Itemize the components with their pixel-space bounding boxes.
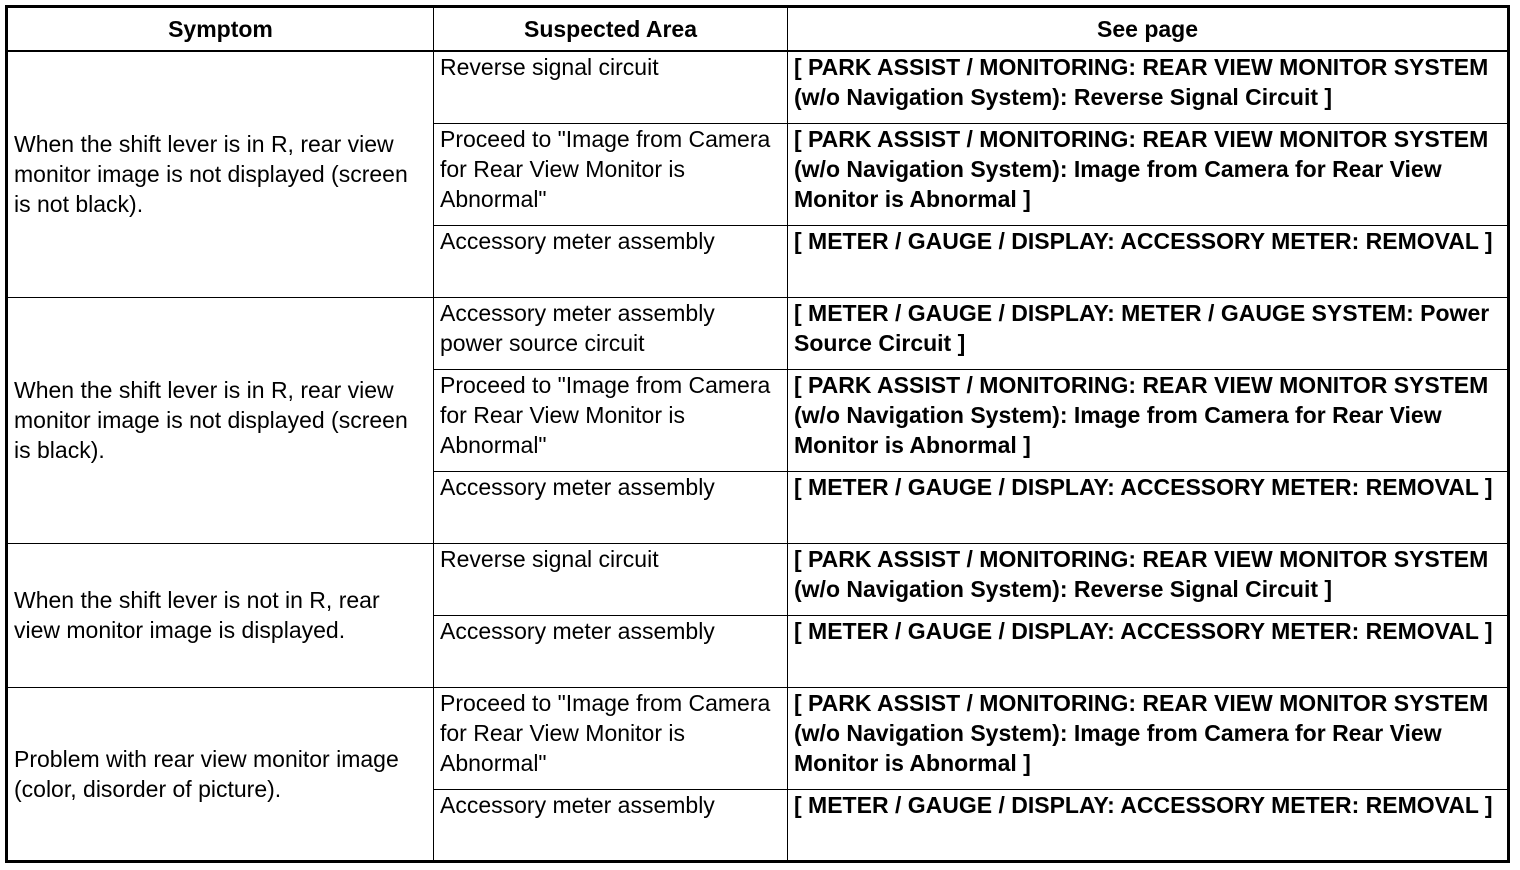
problem-symptoms-table (5, 5, 1510, 863)
symptom-cell: When the shift lever is in R, rear view monitor image is not displayed (screen is not black). (7, 51, 434, 297)
see-page-link[interactable]: [ METER / GAUGE / DISPLAY: ACCESSORY METER: REMOVAL ] (788, 615, 1509, 687)
header-symptom: Symptom (7, 7, 434, 52)
suspected-area-cell: Proceed to "Image from Camera for Rear View Monitor is Abnormal" (434, 687, 788, 789)
table-row (7, 543, 1509, 615)
see-page-link[interactable]: [ PARK ASSIST / MONITORING: REAR VIEW MONITOR SYSTEM (w/o Navigation System): Image from Camera for Rear View Monitor is Abnormal ] (788, 369, 1509, 471)
suspected-area-cell: Accessory meter assembly (434, 471, 788, 543)
table-row (7, 297, 1509, 369)
symptom-cell: When the shift lever is not in R, rear view monitor image is displayed. (7, 543, 434, 687)
see-page-link[interactable]: [ PARK ASSIST / MONITORING: REAR VIEW MONITOR SYSTEM (w/o Navigation System): Reverse Signal Circuit ] (788, 543, 1509, 615)
symptom-cell: Problem with rear view monitor image (color, disorder of picture). (7, 687, 434, 861)
see-page-link[interactable]: [ METER / GAUGE / DISPLAY: ACCESSORY METER: REMOVAL ] (788, 789, 1509, 861)
header-row (7, 7, 1509, 52)
table-row (7, 687, 1509, 789)
suspected-area-cell: Accessory meter assembly power source circuit (434, 297, 788, 369)
symptom-cell: When the shift lever is in R, rear view monitor image is not displayed (screen is black). (7, 297, 434, 543)
table-row (7, 51, 1509, 123)
suspected-area-cell: Proceed to "Image from Camera for Rear View Monitor is Abnormal" (434, 369, 788, 471)
suspected-area-cell: Accessory meter assembly (434, 789, 788, 861)
suspected-area-cell: Proceed to "Image from Camera for Rear View Monitor is Abnormal" (434, 123, 788, 225)
suspected-area-cell: Accessory meter assembly (434, 615, 788, 687)
see-page-link[interactable]: [ PARK ASSIST / MONITORING: REAR VIEW MONITOR SYSTEM (w/o Navigation System): Image from Camera for Rear View Monitor is Abnormal ] (788, 687, 1509, 789)
see-page-link[interactable]: [ METER / GAUGE / DISPLAY: ACCESSORY METER: REMOVAL ] (788, 225, 1509, 297)
suspected-area-cell: Accessory meter assembly (434, 225, 788, 297)
see-page-link[interactable]: [ PARK ASSIST / MONITORING: REAR VIEW MONITOR SYSTEM (w/o Navigation System): Reverse Signal Circuit ] (788, 51, 1509, 123)
see-page-link[interactable]: [ PARK ASSIST / MONITORING: REAR VIEW MONITOR SYSTEM (w/o Navigation System): Image from Camera for Rear View Monitor is Abnormal ] (788, 123, 1509, 225)
suspected-area-cell: Reverse signal circuit (434, 543, 788, 615)
header-see-page: See page (788, 7, 1509, 52)
see-page-link[interactable]: [ METER / GAUGE / DISPLAY: ACCESSORY METER: REMOVAL ] (788, 471, 1509, 543)
see-page-link[interactable]: [ METER / GAUGE / DISPLAY: METER / GAUGE SYSTEM: Power Source Circuit ] (788, 297, 1509, 369)
header-suspected-area: Suspected Area (434, 7, 788, 52)
suspected-area-cell: Reverse signal circuit (434, 51, 788, 123)
